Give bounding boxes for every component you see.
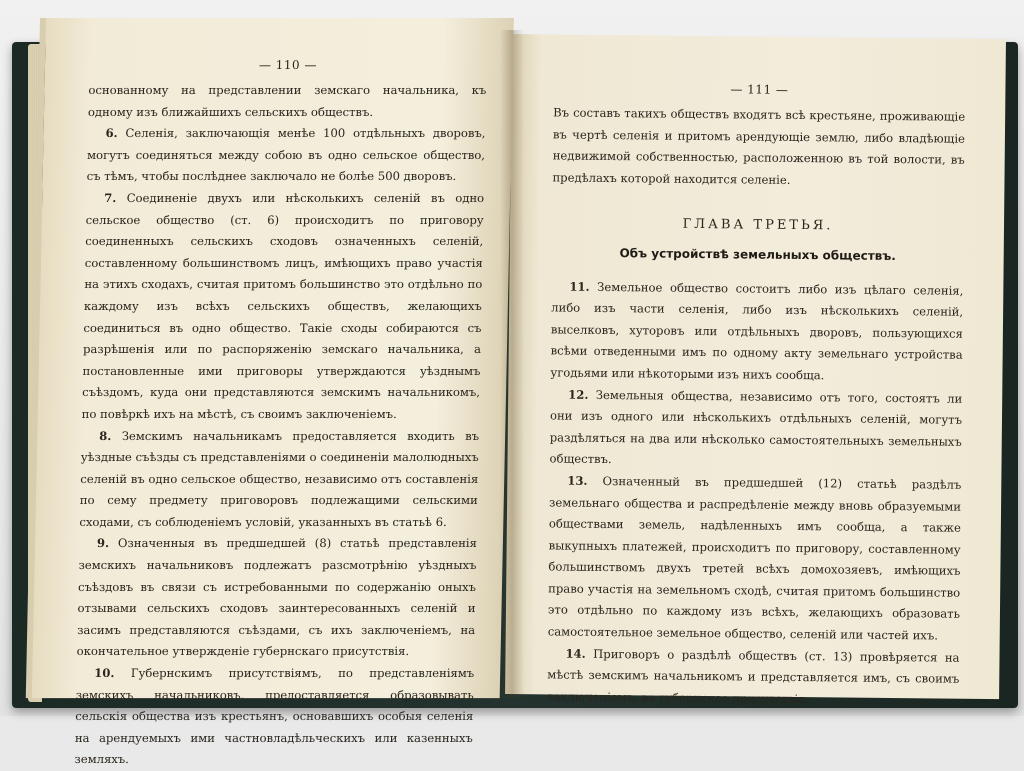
paragraph: 14. Приговоръ о раздѣлѣ обществъ (ст. 13) провѣряется на мѣстѣ земскимъ начальникомъ и представляется имъ, съ своимъ заключеніемъ, въ губернское присутствіе. [546, 646, 960, 706]
page-number-left: — 110 — [258, 58, 318, 73]
paragraph: основанному на представлении земскаго начальника, къ одному изъ ближайшихъ сельскихъ обществъ. [87, 83, 487, 119]
intro-paragraph: Въ составъ такихъ обществъ входятъ всѣ крестьяне, проживающіе въ чертѣ селенія и притомъ арендующіе землю, либо владѣющіе недвижимой собственностью, расположенною въ той волости, въ предѣлахъ которой находится селеніе. [552, 105, 966, 187]
right-page [505, 34, 1006, 706]
paragraph: 13. Означенный въ предшедшей (12) статьѣ раздѣлъ земельнаго общества и распредѣленіе между вновь образуемыми обществами земель, надѣленныхъ имъ сообща, а также выкупныхъ платежей, происходитъ по приговору, составленному большинствомъ двухъ третей всѣхъ домохозяевъ, имѣющихъ право участія на земельномъ сходѣ, считая притомъ большинство это отдѣльно по каждому изъ всѣхъ, желающихъ образовать самостоятельное земельное общество, селеній или частей ихъ. [547, 473, 962, 643]
paragraph: 11. Земельное общество состоитъ либо изъ цѣлаго селенія, либо изъ части селенія, либо изъ нѣсколькихъ селеній, выселковъ, хуторовъ или отдѣльныхъ дворовъ, пользующихся всѣми отведенными имъ по одному акту земельнаго устройства угодьями или нѣкоторыми изъ нихъ сообща. [550, 279, 964, 383]
spine-shadow [500, 30, 524, 698]
paragraph: 12. Земельныя общества, независимо отъ того, состоятъ ли они изъ одного или нѣсколькихъ отдѣльныхъ селеній, могутъ раздѣляться на два или нѣсколько самостоятельныхъ земельныхъ обществъ. [549, 387, 963, 467]
chapter-subtitle: Объ устройствѣ земельныхъ обществъ. [619, 246, 896, 264]
paragraph: 7. Соединеніе двухъ или нѣсколькихъ селеній въ одно сельское общество (ст. 6) происходитъ по приговору соединенныхъ сельскихъ сходовъ означенныхъ селеній, составленному большинствомъ лицъ, имѣющихъ право участія на этихъ сходахъ, считая притомъ большинство это отдѣльно по каждому изъ всѣхъ сельскихъ обществъ, желающихъ соединиться въ одно общество. Такіе сходы собираются съ разрѣшенія или по распоряженію земскаго начальника, а постановленные ими приговоры утверждаются уѣзднымъ съѣздомъ, куда они представляются земскимъ начальникомъ, по повѣркѣ ихъ на мѣстѣ, съ своимъ заключеніемъ. [81, 191, 485, 421]
paragraph: 6. Селенія, заключающія менѣе 100 отдѣльныхъ дворовъ, могутъ соединяться между собою въ одно сельское общество, съ тѣмъ, чтобы послѣднее заключало не болѣе 500 дворовъ. [86, 126, 486, 184]
left-page [26, 18, 514, 767]
paragraph: 10. Губернскимъ присутствіямъ, по представленіямъ земскихъ начальниковъ, предоставляется образовывать сельскія общества изъ крестьянъ, основавшихъ особыя селенія на арендуемыхъ ими частновладѣльческихъ или казенныхъ земляхъ. [74, 666, 475, 767]
paragraph: 9. Означенныя въ предшедшей (8) статьѣ представленія земскихъ начальниковъ подлежатъ разсмотрѣнію уѣздныхъ съѣздовъ въ связи съ истребованными по содержанію оныхъ отзывами сельскихъ сходовъ заинтересованныхъ селеній и засимъ представляются съѣздами, съ ихъ заключеніемъ, на окончательное утвержденіе губернскаго присутствія. [76, 536, 478, 659]
paragraph: 8. Земскимъ начальникамъ предоставляется входить въ уѣздные съѣзды съ представленіями о соединеніи малолюдныхъ селеній въ одно сельское общество, независимо отъ составленія по сему предмету приговоровъ подлежащими сельскими сходами, съ соблюденіемъ условій, указанныхъ въ статьѣ 6. [79, 428, 480, 529]
page-number-right: — 111 — [730, 82, 789, 97]
chapter-title: ГЛАВА ТРЕТЬЯ. [682, 217, 834, 234]
right-page-text [547, 102, 965, 712]
left-page-text [74, 80, 486, 771]
